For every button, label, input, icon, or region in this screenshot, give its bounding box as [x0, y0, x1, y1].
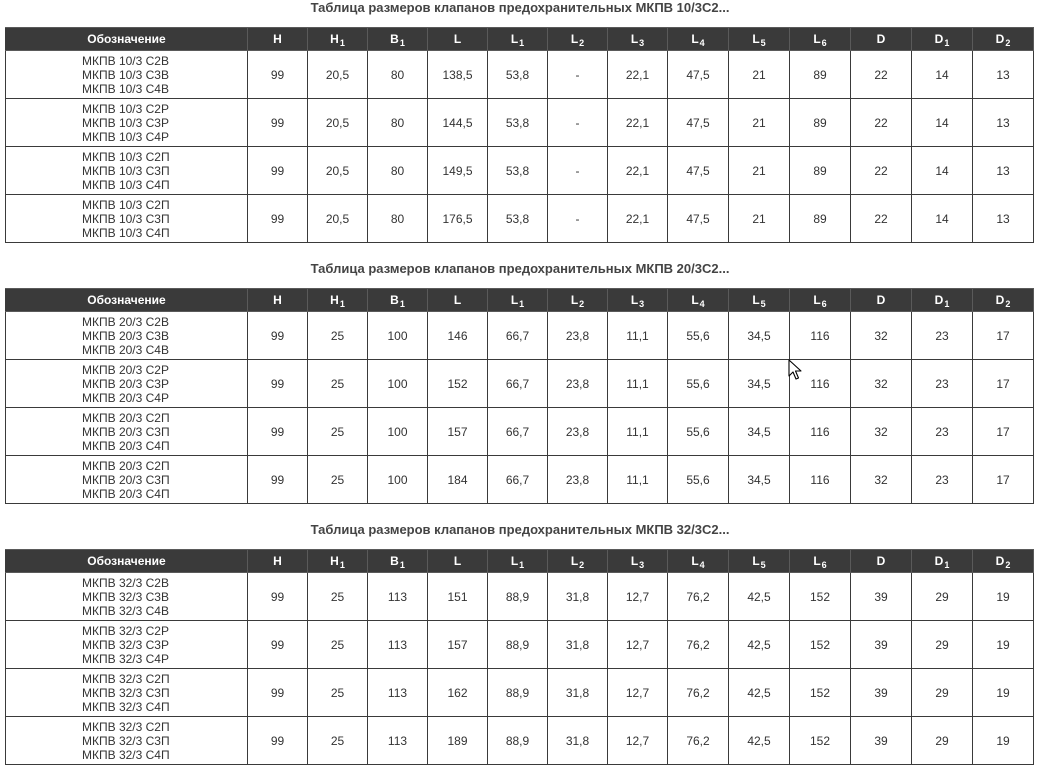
value-cell: 34,5: [729, 312, 790, 360]
table-body: [6, 573, 1034, 765]
designation-text: МКПВ 20/3 С3Р: [82, 376, 169, 391]
value-cell: 55,6: [668, 360, 729, 408]
header-d1: $D_1$: [912, 28, 973, 51]
value-cell: 29: [912, 573, 973, 621]
table-caption: Таблица размеров клапанов предохранительных МКПВ 10/3С2...: [310, 0, 730, 15]
designation-text: МКПВ 20/3 С4В: [82, 342, 169, 357]
header-h1: $H_1$: [308, 550, 368, 573]
value-cell: -: [548, 99, 608, 147]
value-cell: 89: [790, 99, 851, 147]
value-cell: 31,8: [548, 669, 608, 717]
value-cell: 39: [851, 621, 912, 669]
value-cell: 23,8: [548, 360, 608, 408]
value-cell: 25: [308, 456, 368, 504]
designation-text: МКПВ 20/3 С2Р: [82, 362, 169, 377]
header-l3: $L_3$: [608, 28, 668, 51]
table-section-mkpv-10: [0, 0, 1040, 240]
value-cell: 80: [368, 147, 428, 195]
designation-text: МКПВ 10/3 С3П: [82, 163, 170, 178]
value-cell: 152: [790, 717, 851, 765]
value-cell: 99: [248, 456, 308, 504]
designation-cell: [6, 408, 248, 456]
designation-text: МКПВ 10/3 С3В: [82, 67, 169, 82]
value-cell: 17: [973, 408, 1034, 456]
designation-cell: [6, 669, 248, 717]
value-cell: 14: [912, 195, 973, 243]
header-l1: $L_1$: [488, 289, 548, 312]
value-cell: 20,5: [308, 195, 368, 243]
value-cell: 99: [248, 51, 308, 99]
designation-text: МКПВ 10/3 С4П: [82, 177, 170, 192]
value-cell: 13: [973, 195, 1034, 243]
table-row: [6, 408, 1034, 456]
value-cell: 11,1: [608, 312, 668, 360]
value-cell: 113: [368, 669, 428, 717]
header-row: [6, 289, 1034, 312]
value-cell: 100: [368, 312, 428, 360]
value-cell: 100: [368, 360, 428, 408]
header-d2: $D_2$: [973, 550, 1034, 573]
value-cell: 17: [973, 360, 1034, 408]
value-cell: 23,8: [548, 408, 608, 456]
designation-text: МКПВ 20/3 С4П: [82, 486, 170, 501]
designation-cell: [6, 51, 248, 99]
table-row: [6, 573, 1034, 621]
mouse-pointer-icon: [788, 359, 802, 381]
value-cell: 21: [729, 195, 790, 243]
value-cell: 176,5: [428, 195, 488, 243]
value-cell: 80: [368, 99, 428, 147]
value-cell: 152: [790, 621, 851, 669]
value-cell: 23: [912, 408, 973, 456]
value-cell: 152: [790, 669, 851, 717]
designation-text: МКПВ 10/3 С3П: [82, 211, 170, 226]
table-row: [6, 147, 1034, 195]
designation-cell: [6, 621, 248, 669]
designation-text: МКПВ 10/3 С2В: [82, 53, 169, 68]
header-l: L: [428, 550, 488, 573]
value-cell: 89: [790, 195, 851, 243]
header-h: H: [248, 289, 308, 312]
header-designation: Обозначение: [6, 289, 248, 312]
header-row: [6, 550, 1034, 573]
designation-text: МКПВ 20/3 С2В: [82, 314, 169, 329]
value-cell: 151: [428, 573, 488, 621]
value-cell: 25: [308, 360, 368, 408]
value-cell: 113: [368, 621, 428, 669]
table-row: [6, 51, 1034, 99]
value-cell: 116: [790, 408, 851, 456]
table-row: [6, 360, 1034, 408]
value-cell: 21: [729, 99, 790, 147]
value-cell: 76,2: [668, 669, 729, 717]
value-cell: 12,7: [608, 669, 668, 717]
value-cell: 31,8: [548, 573, 608, 621]
header-l6: $L_6$: [790, 289, 851, 312]
value-cell: 13: [973, 147, 1034, 195]
header-l3: $L_3$: [608, 550, 668, 573]
header-row: [6, 28, 1034, 51]
designation-text: МКПВ 32/3 С2В: [82, 575, 169, 590]
designation-text: МКПВ 20/3 С3В: [82, 328, 169, 343]
designation-text: МКПВ 32/3 С4В: [82, 603, 169, 618]
value-cell: 100: [368, 456, 428, 504]
value-cell: 34,5: [729, 360, 790, 408]
value-cell: 42,5: [729, 669, 790, 717]
designation-cell: [6, 147, 248, 195]
value-cell: 47,5: [668, 99, 729, 147]
value-cell: 152: [790, 573, 851, 621]
value-cell: 47,5: [668, 147, 729, 195]
value-cell: 55,6: [668, 456, 729, 504]
value-cell: -: [548, 51, 608, 99]
value-cell: 19: [973, 573, 1034, 621]
header-l3: $L_3$: [608, 289, 668, 312]
designation-text: МКПВ 10/3 С4В: [82, 81, 169, 96]
header-l1: $L_1$: [488, 28, 548, 51]
table-row: [6, 717, 1034, 765]
header-designation: Обозначение: [6, 28, 248, 51]
table-row: [6, 195, 1034, 243]
value-cell: 20,5: [308, 51, 368, 99]
header-l5: $L_5$: [729, 550, 790, 573]
value-cell: 22: [851, 99, 912, 147]
designation-text: МКПВ 32/3 С4Р: [82, 651, 169, 666]
designation-text: МКПВ 10/3 С2П: [82, 149, 170, 164]
header-d2: $D_2$: [973, 289, 1034, 312]
designation-text: МКПВ 32/3 С2П: [82, 719, 170, 734]
designation-cell: [6, 360, 248, 408]
header-d: D: [851, 28, 912, 51]
designation-text: МКПВ 10/3 С3Р: [82, 115, 169, 130]
value-cell: 88,9: [488, 669, 548, 717]
value-cell: 116: [790, 312, 851, 360]
header-d: D: [851, 550, 912, 573]
value-cell: 184: [428, 456, 488, 504]
value-cell: 66,7: [488, 312, 548, 360]
value-cell: 144,5: [428, 99, 488, 147]
value-cell: 23,8: [548, 312, 608, 360]
value-cell: 22,1: [608, 99, 668, 147]
designation-cell: [6, 312, 248, 360]
value-cell: 11,1: [608, 360, 668, 408]
header-l4: $L_4$: [668, 28, 729, 51]
value-cell: 21: [729, 147, 790, 195]
header-l5: $L_5$: [729, 28, 790, 51]
header-l6: $L_6$: [790, 28, 851, 51]
header-designation: Обозначение: [6, 550, 248, 573]
value-cell: 31,8: [548, 621, 608, 669]
designation-cell: [6, 99, 248, 147]
value-cell: 47,5: [668, 51, 729, 99]
value-cell: 22: [851, 195, 912, 243]
designation-text: МКПВ 10/3 С4П: [82, 225, 170, 240]
value-cell: 23: [912, 456, 973, 504]
designation-text: МКПВ 32/3 С4П: [82, 747, 170, 762]
header-l4: $L_4$: [668, 289, 729, 312]
value-cell: 11,1: [608, 408, 668, 456]
value-cell: 13: [973, 51, 1034, 99]
value-cell: 100: [368, 408, 428, 456]
value-cell: 89: [790, 51, 851, 99]
value-cell: 31,8: [548, 717, 608, 765]
designation-text: МКПВ 32/3 С2Р: [82, 623, 169, 638]
value-cell: 99: [248, 573, 308, 621]
header-l6: $L_6$: [790, 550, 851, 573]
value-cell: 12,7: [608, 621, 668, 669]
header-h1: $H_1$: [308, 289, 368, 312]
value-cell: 189: [428, 717, 488, 765]
value-cell: 152: [428, 360, 488, 408]
value-cell: 99: [248, 99, 308, 147]
table-row: [6, 456, 1034, 504]
value-cell: 138,5: [428, 51, 488, 99]
header-b1: $B_1$: [368, 28, 428, 51]
value-cell: 19: [973, 669, 1034, 717]
value-cell: 29: [912, 669, 973, 717]
value-cell: 39: [851, 669, 912, 717]
value-cell: 99: [248, 621, 308, 669]
value-cell: 25: [308, 669, 368, 717]
header-h: H: [248, 28, 308, 51]
header-b1: $B_1$: [368, 289, 428, 312]
value-cell: 116: [790, 360, 851, 408]
value-cell: 47,5: [668, 195, 729, 243]
dimensions-table: [5, 549, 1034, 765]
table-section-mkpv-20: [0, 261, 1040, 501]
value-cell: 53,8: [488, 51, 548, 99]
value-cell: 80: [368, 195, 428, 243]
table-caption: Таблица размеров клапанов предохранительных МКПВ 20/3С2...: [310, 261, 730, 276]
value-cell: 17: [973, 456, 1034, 504]
value-cell: 13: [973, 99, 1034, 147]
value-cell: 32: [851, 312, 912, 360]
value-cell: 55,6: [668, 312, 729, 360]
value-cell: 14: [912, 147, 973, 195]
value-cell: 53,8: [488, 195, 548, 243]
value-cell: 12,7: [608, 717, 668, 765]
header-d1: $D_1$: [912, 550, 973, 573]
value-cell: 14: [912, 51, 973, 99]
designation-text: МКПВ 32/3 С2П: [82, 671, 170, 686]
designation-text: МКПВ 32/3 С3Р: [82, 637, 169, 652]
header-l5: $L_5$: [729, 289, 790, 312]
value-cell: 113: [368, 717, 428, 765]
value-cell: 22,1: [608, 195, 668, 243]
value-cell: 162: [428, 669, 488, 717]
header-b1: $B_1$: [368, 550, 428, 573]
value-cell: 39: [851, 573, 912, 621]
value-cell: 19: [973, 717, 1034, 765]
value-cell: 88,9: [488, 573, 548, 621]
value-cell: 23: [912, 360, 973, 408]
value-cell: 14: [912, 99, 973, 147]
value-cell: 25: [308, 717, 368, 765]
value-cell: 88,9: [488, 717, 548, 765]
table-row: [6, 312, 1034, 360]
header-l2: $L_2$: [548, 550, 608, 573]
designation-cell: [6, 456, 248, 504]
value-cell: 42,5: [729, 717, 790, 765]
header-d2: $D_2$: [973, 28, 1034, 51]
value-cell: 76,2: [668, 621, 729, 669]
value-cell: 99: [248, 195, 308, 243]
value-cell: 66,7: [488, 360, 548, 408]
designation-text: МКПВ 10/3 С2П: [82, 197, 170, 212]
value-cell: 29: [912, 621, 973, 669]
value-cell: 23: [912, 312, 973, 360]
header-d1: $D_1$: [912, 289, 973, 312]
value-cell: 25: [308, 312, 368, 360]
designation-cell: [6, 195, 248, 243]
value-cell: 32: [851, 456, 912, 504]
designation-text: МКПВ 10/3 С4Р: [82, 129, 169, 144]
header-l: L: [428, 28, 488, 51]
value-cell: 99: [248, 669, 308, 717]
table-row: [6, 669, 1034, 717]
value-cell: 22,1: [608, 51, 668, 99]
value-cell: 34,5: [729, 408, 790, 456]
value-cell: 99: [248, 147, 308, 195]
value-cell: 39: [851, 717, 912, 765]
designation-text: МКПВ 32/3 С4П: [82, 699, 170, 714]
value-cell: 116: [790, 456, 851, 504]
value-cell: 157: [428, 621, 488, 669]
designation-cell: [6, 573, 248, 621]
value-cell: 25: [308, 573, 368, 621]
value-cell: 89: [790, 147, 851, 195]
value-cell: 22: [851, 147, 912, 195]
designation-text: МКПВ 32/3 С3В: [82, 589, 169, 604]
designation-text: МКПВ 20/3 С3П: [82, 472, 170, 487]
value-cell: 20,5: [308, 99, 368, 147]
value-cell: 80: [368, 51, 428, 99]
table-caption: Таблица размеров клапанов предохранительных МКПВ 32/3С2...: [310, 522, 730, 537]
designation-text: МКПВ 32/3 С3П: [82, 685, 170, 700]
header-d: D: [851, 289, 912, 312]
value-cell: 19: [973, 621, 1034, 669]
value-cell: 99: [248, 717, 308, 765]
header-h1: $H_1$: [308, 28, 368, 51]
value-cell: 88,9: [488, 621, 548, 669]
value-cell: 99: [248, 312, 308, 360]
value-cell: 17: [973, 312, 1034, 360]
value-cell: -: [548, 195, 608, 243]
header-h: H: [248, 550, 308, 573]
value-cell: 20,5: [308, 147, 368, 195]
dimensions-table: [5, 288, 1034, 504]
designation-text: МКПВ 10/3 С2Р: [82, 101, 169, 116]
designation-text: МКПВ 20/3 С4Р: [82, 390, 169, 405]
designation-text: МКПВ 20/3 С4П: [82, 438, 170, 453]
value-cell: 146: [428, 312, 488, 360]
designation-text: МКПВ 32/3 С3П: [82, 733, 170, 748]
value-cell: 76,2: [668, 717, 729, 765]
value-cell: 22,1: [608, 147, 668, 195]
value-cell: 66,7: [488, 456, 548, 504]
value-cell: 76,2: [668, 573, 729, 621]
value-cell: 32: [851, 408, 912, 456]
value-cell: 66,7: [488, 408, 548, 456]
header-l4: $L_4$: [668, 550, 729, 573]
header-l2: $L_2$: [548, 289, 608, 312]
value-cell: 12,7: [608, 573, 668, 621]
value-cell: -: [548, 147, 608, 195]
value-cell: 55,6: [668, 408, 729, 456]
table-row: [6, 621, 1034, 669]
value-cell: 32: [851, 360, 912, 408]
value-cell: 113: [368, 573, 428, 621]
value-cell: 99: [248, 408, 308, 456]
value-cell: 21: [729, 51, 790, 99]
value-cell: 23,8: [548, 456, 608, 504]
value-cell: 42,5: [729, 621, 790, 669]
header-l1: $L_1$: [488, 550, 548, 573]
designation-text: МКПВ 20/3 С2П: [82, 458, 170, 473]
value-cell: 149,5: [428, 147, 488, 195]
value-cell: 25: [308, 408, 368, 456]
value-cell: 53,8: [488, 99, 548, 147]
value-cell: 53,8: [488, 147, 548, 195]
value-cell: 22: [851, 51, 912, 99]
table-section-mkpv-32: [0, 522, 1040, 762]
table-body: [6, 312, 1034, 504]
designation-text: МКПВ 20/3 С3П: [82, 424, 170, 439]
value-cell: 42,5: [729, 573, 790, 621]
designation-text: МКПВ 20/3 С2П: [82, 410, 170, 425]
value-cell: 99: [248, 360, 308, 408]
value-cell: 157: [428, 408, 488, 456]
table-row: [6, 99, 1034, 147]
header-l2: $L_2$: [548, 28, 608, 51]
table-body: [6, 51, 1034, 243]
value-cell: 29: [912, 717, 973, 765]
value-cell: 25: [308, 621, 368, 669]
designation-cell: [6, 717, 248, 765]
value-cell: 34,5: [729, 456, 790, 504]
value-cell: 11,1: [608, 456, 668, 504]
header-l: L: [428, 289, 488, 312]
dimensions-table: [5, 27, 1034, 243]
